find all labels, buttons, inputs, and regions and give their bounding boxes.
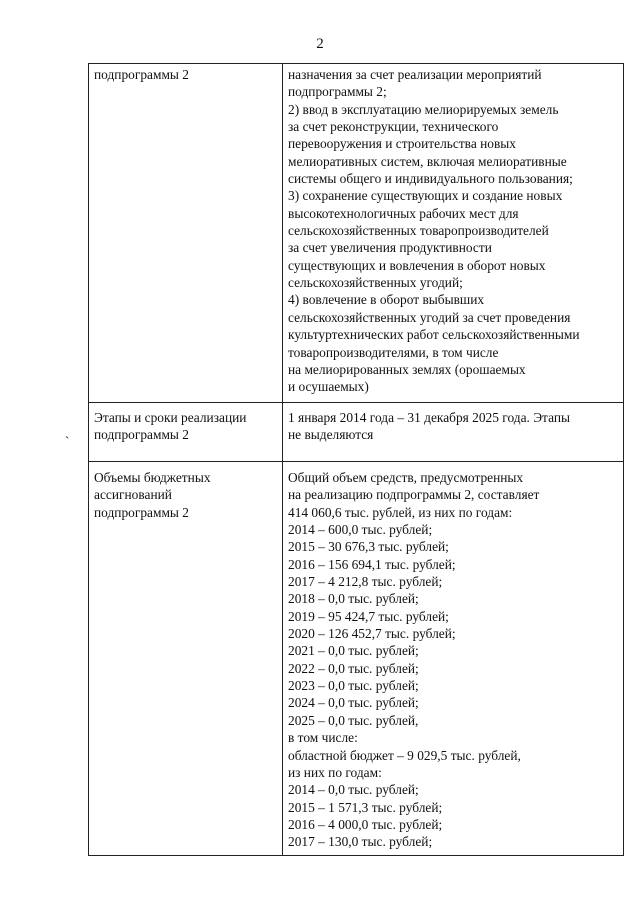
row-1-value-line: мелиоративных систем, включая мелиоративные <box>288 153 567 169</box>
row-3-label-line: Объемы бюджетных <box>94 470 211 485</box>
row-3-value-line: на реализацию подпрограммы 2, составляет <box>288 487 540 503</box>
row-2-label-cell <box>89 403 283 462</box>
table-row-stages <box>89 403 624 462</box>
row-1-value-line: товаропроизводителями, в том числе <box>288 344 499 360</box>
row-2-label-line: Этапы и сроки реализации <box>94 410 247 425</box>
row-1-value-line: за счет увеличения продуктивности <box>288 240 492 256</box>
row-1-value-line: 4) вовлечение в оборот выбывших <box>288 292 485 308</box>
row-3-value-line: 2016 – 4 000,0 тыс. рублей; <box>288 816 443 832</box>
row-3-value-cell <box>283 462 624 856</box>
row-1-value-line: культуртехнических работ сельскохозяйственными <box>288 327 580 343</box>
row-3-value-line: 2017 – 4 212,8 тыс. рублей; <box>288 574 443 590</box>
row-2-label-line: подпрограммы 2 <box>94 427 189 443</box>
row-3-value-line: 2025 – 0,0 тыс. рублей, <box>288 712 419 728</box>
row-3-label-line: ассигнований <box>94 487 172 503</box>
row-1-value-line: перевооружения и строительства новых <box>288 136 516 152</box>
row-1-value-line: сельскохозяйственных товаропроизводителей <box>288 223 549 239</box>
row-3-value-line: 2022 – 0,0 тыс. рублей; <box>288 660 419 676</box>
row-1-label-line: подпрограммы 2 <box>94 67 189 82</box>
row-1-label-cell <box>89 64 283 403</box>
row-3-value-line: 414 060,6 тыс. рублей, из них по годам: <box>288 504 513 520</box>
table-row-goals <box>89 64 624 403</box>
row-1-value-line: сельскохозяйственных угодий; <box>288 275 463 291</box>
row-1-value-line: системы общего и индивидуального пользования; <box>288 171 573 187</box>
row-3-value-line: 2014 – 0,0 тыс. рублей; <box>288 782 419 798</box>
row-1-value-line: за счет реконструкции, технического <box>288 119 499 135</box>
row-1-value-line: и осушаемых) <box>288 379 369 395</box>
row-1-value-line: сельскохозяйственных угодий за счет проведения <box>288 309 571 325</box>
row-3-value-line: областной бюджет – 9 029,5 тыс. рублей, <box>288 747 521 763</box>
row-3-value-line: 2017 – 130,0 тыс. рублей; <box>288 834 433 850</box>
row-1-value-line: 2) ввод в эксплуатацию мелиорируемых земель <box>288 101 559 117</box>
row-3-value-line: 2021 – 0,0 тыс. рублей; <box>288 643 419 659</box>
row-1-value-line: 3) сохранение существующих и создание новых <box>288 188 563 204</box>
row-3-value-line: Общий объем средств, предусмотренных <box>288 470 524 485</box>
row-3-value-line: 2016 – 156 694,1 тыс. рублей; <box>288 556 456 572</box>
row-3-value-line: 2015 – 30 676,3 тыс. рублей; <box>288 539 449 555</box>
stray-mark: ˏ <box>65 424 70 439</box>
row-3-value-line: 2019 – 95 424,7 тыс. рублей; <box>288 608 449 624</box>
row-1-value-line: на мелиорированных землях (орошаемых <box>288 361 526 377</box>
row-2-value-line: не выделяются <box>288 427 374 443</box>
row-2-value-cell <box>283 403 624 462</box>
row-3-value-line: 2014 – 600,0 тыс. рублей; <box>288 522 433 538</box>
row-3-label-line: подпрограммы 2 <box>94 504 189 520</box>
row-3-value-line: в том числе: <box>288 730 358 746</box>
row-3-value-line: 2018 – 0,0 тыс. рублей; <box>288 591 419 607</box>
page-number: 2 <box>316 36 324 52</box>
row-3-value-line: 2023 – 0,0 тыс. рублей; <box>288 678 419 694</box>
row-1-value-cell <box>283 64 624 403</box>
table-row-budget <box>89 462 624 856</box>
row-1-value-line: подпрограммы 2; <box>288 84 387 100</box>
row-3-value-line: из них по годам: <box>288 764 382 780</box>
row-3-label-cell <box>89 462 283 856</box>
row-1-value-line: назначения за счет реализации мероприятий <box>288 67 542 82</box>
row-1-value-line: высокотехнологичных рабочих мест для <box>288 205 519 221</box>
row-3-value-line: 2024 – 0,0 тыс. рублей; <box>288 695 419 711</box>
row-1-value-line: существующих и вовлечения в оборот новых <box>288 257 546 273</box>
passport-table <box>88 63 624 856</box>
row-3-value-line: 2015 – 1 571,3 тыс. рублей; <box>288 799 443 815</box>
row-2-value-line: 1 января 2014 года – 31 декабря 2025 года. Этапы <box>288 410 570 425</box>
row-3-value-line: 2020 – 126 452,7 тыс. рублей; <box>288 626 456 642</box>
